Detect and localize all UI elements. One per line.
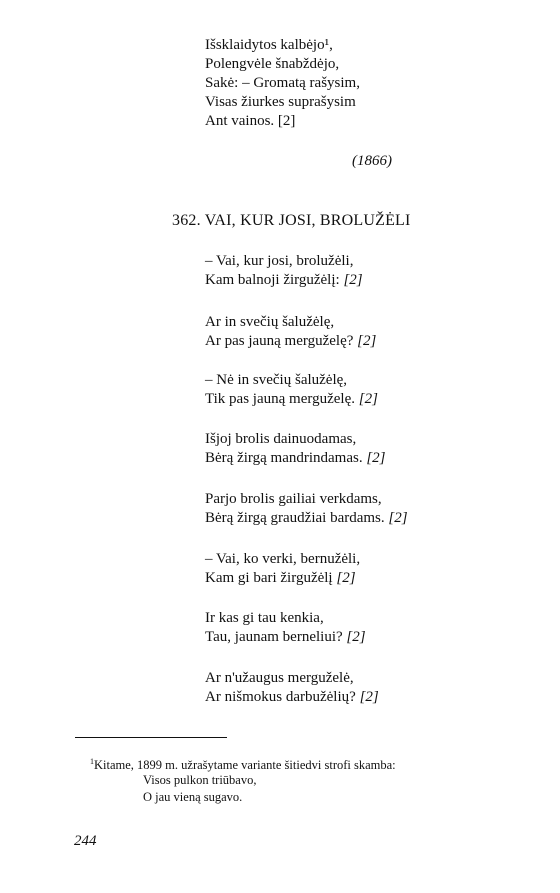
footnote-quote-line: Visos pulkon triūbavo, (143, 773, 257, 787)
stanza-line-text: Tau, jaunam berneliui? (205, 629, 343, 645)
stanza-line (205, 390, 378, 409)
refrain-mark: [2] (336, 570, 356, 586)
stanza-line (205, 332, 376, 351)
stanza-line: Ar n'užaugus merguželė, (205, 670, 354, 686)
poem-ending (205, 36, 360, 131)
footnote-marker: 1 (90, 757, 94, 766)
refrain-mark: [2] (358, 391, 378, 407)
refrain-mark: [2] (346, 629, 366, 645)
stanza-line: Ir kas gi tau kenkia, (205, 610, 324, 626)
refrain-mark: [2] (343, 272, 363, 288)
stanza-line-text: Bėrą žirgą graudžiai bardams. (205, 510, 385, 526)
poem-line: Visas žiurkes suprašysim (205, 94, 356, 110)
footnote-text: Kitame, 1899 m. užrašytame variante šitiedvi strofi skamba: (94, 758, 396, 773)
footnote-quote-line: O jau vieną sugavo. (143, 790, 243, 804)
stanza-line: – Nė in svečių šalužėlę, (205, 372, 348, 388)
poem-line: Sakė: – Gromatą rašysim, (205, 75, 360, 91)
stanza (205, 430, 386, 468)
refrain-mark: [2] (388, 510, 408, 526)
stanza-line-text: Ar nišmokus darbužėlių? (205, 689, 356, 705)
stanza-line (205, 569, 360, 588)
poem-date: (1866) (352, 153, 392, 169)
footnote-divider (75, 737, 227, 738)
refrain-separator: : (335, 272, 344, 288)
stanza-line: Išjoj brolis dainuodamas, (205, 431, 357, 447)
stanza-line (205, 628, 366, 647)
stanza-line-text: Tik pas jauną merguželę. (205, 391, 355, 407)
stanza (205, 313, 376, 351)
refrain-mark: [2] (359, 689, 379, 705)
stanza-line: – Vai, ko verki, bernužėli, (205, 551, 361, 567)
stanza (205, 669, 379, 707)
refrain-mark: [2] (357, 333, 377, 349)
poem-line: Ant vainos. [2] (205, 113, 296, 129)
page-number: 244 (74, 833, 97, 849)
stanza (205, 252, 363, 290)
stanza (205, 550, 360, 588)
song-title: 362. VAI, KUR JOSI, BROLUŽĖLI (172, 212, 411, 229)
stanza (205, 490, 408, 528)
stanza (205, 609, 366, 647)
stanza-line (205, 509, 408, 528)
refrain-mark: [2] (366, 450, 386, 466)
stanza-line-text: Bėrą žirgą mandrindamas. (205, 450, 363, 466)
stanza-line (205, 271, 363, 290)
stanza-line: Ar in svečių šalužėlę, (205, 314, 335, 330)
poem-line: Išsklaidytos kalbėjo¹, (205, 37, 333, 53)
footnote-quote (143, 772, 256, 806)
stanza-line (205, 449, 386, 468)
stanza-line-text: Kam gi bari žirgužėlį (205, 570, 333, 586)
stanza-line (205, 688, 379, 707)
footnote (90, 753, 396, 774)
stanza-line: Parjo brolis gailiai verkdams, (205, 491, 382, 507)
stanza-line-text: Kam balnoji žirgužėlį (205, 272, 336, 288)
stanza-line-text: Ar pas jauną merguželę? (205, 333, 354, 349)
stanza (205, 371, 378, 409)
poem-line: Polengvėle šnabždėjo, (205, 56, 340, 72)
stanza-line: – Vai, kur josi, brolužėli, (205, 253, 354, 269)
